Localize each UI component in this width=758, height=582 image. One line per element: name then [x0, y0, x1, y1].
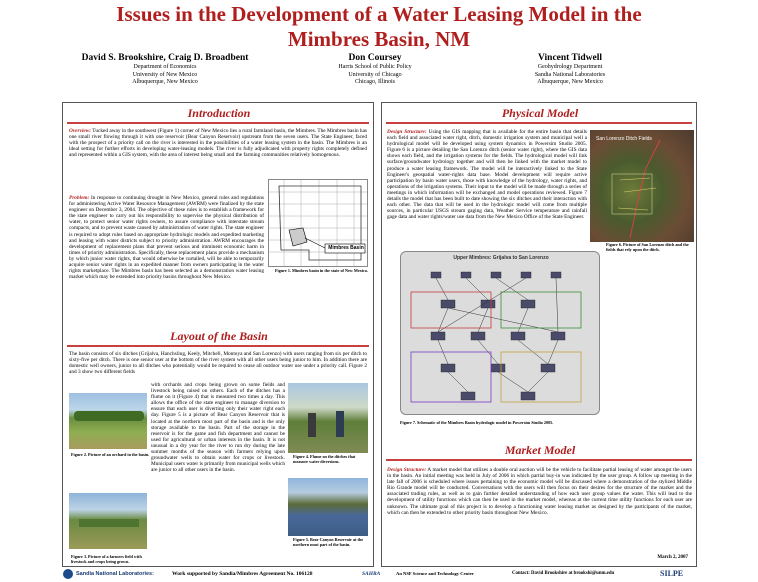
section-divider: [67, 122, 369, 124]
section-divider: [67, 345, 369, 347]
figure-7-caption: Figure 7. Schematic of the Mimbres Basin hydrologic model in Powersim Studio 2005.: [400, 420, 554, 425]
support-text: Work supported by Sandia/Mimbres Agreement No. 106128: [172, 571, 313, 577]
figure-5-caption: Figure 5. Bear Canyon Reservoir at the northern most part of the basin.: [293, 537, 364, 547]
sahra-logo: SAHRA: [362, 571, 381, 577]
problem-lead: Problem:: [69, 195, 90, 201]
gis-map-title: San Lorenzo Ditch Fields: [596, 136, 652, 142]
physical-lead: Design Structure:: [387, 129, 427, 135]
author-affil: Albuquerque, New Mexico: [132, 79, 198, 85]
reservoir-photo: [288, 478, 368, 536]
author-affil: Albuquerque, New Mexico: [537, 79, 603, 85]
layout-paragraph-mid: with orchards and crops being grown on some fields and livestock being raised on others. Each of the ditches has a flume on it (Figure 4) that is measured two times a day. This allows the office of the state engineer to manage diversion to ensure that each user is diverting only their water right each day. Figure 5 is a picture of Bear Canyon Reservoir that is located at the northern most part of the basin and is the only storage available to the basin. Part of the storage in the reservoir is for the game and fish department and cannot be used for agricultural or urban interests in the basin. It is not unusual in a dry year for the river to run dry during the late summer months of the season with farmers relying upon groundwater wells to obtain water for crops or livestock. Municipal users water is primarily from municipal wells which are junior to all other users in the basin.: [151, 382, 285, 474]
author-name: David S. Brookshire, Craig D. Broadbent: [81, 53, 249, 63]
author-affil: Sandia National Laboratories: [534, 71, 606, 78]
schematic-title: Upper Mimbres: Grijalva to San Lorenzo: [453, 255, 549, 261]
left-panel: [62, 102, 374, 567]
market-text: A market model that utilizes a double oral auction will be the vehicle to facilitate partial leasing of water amongst the users in the basin. An initial meeting was held in July of 2006 in which partial buy-in was indicated by the user group. A follow up meeting in the late fall of 2006 is scheduled where issues pertaining to the economic model will be discussed where a demonstration of the stylized Middle Rio Grande model will be conducted. Conversations with the users will then focus on their desires for the structure of the market and the associated trading rules, as well as to gain further detailed understanding of how each user group values the water. This will lead to the development of utility functions which can then be used in the market model, whereas at the current time utility functions for each user are unknown. The ultimate goal of this project is to develop a functioning water leasing market as designed by the participants of the market, which can then be extended to other priority basin throughout New Mexico.: [387, 467, 692, 516]
author-name: Vincent Tidwell: [538, 53, 602, 63]
author-affil: Geohydrology Department: [537, 64, 603, 70]
author-name: Don Coursey: [348, 53, 402, 63]
figure-1-caption: Figure 1. Mimbres basin in the state of New Mexico.: [275, 268, 369, 273]
author-affil: University of Chicago: [348, 71, 402, 78]
introduction-heading: Introduction: [187, 106, 251, 120]
map-graphic: [269, 180, 368, 267]
author-1: [70, 52, 260, 87]
gis-overlay: [590, 130, 694, 242]
author-affil: Chicago, Illinois: [355, 79, 395, 85]
footer-bar: [0, 566, 758, 582]
model-schematic: [400, 251, 600, 415]
overview-paragraph: [69, 128, 367, 158]
flume-photo: [288, 383, 368, 453]
figure-3-caption: Figure 3. Picture of a farmers field with livestock and crops being grown.: [71, 554, 142, 564]
physical-model-heading: Physical Model: [501, 106, 579, 120]
gis-aerial-photo: [590, 130, 694, 242]
poster-title: [0, 2, 758, 52]
physical-text: Using the GIS mapping that is available for the entire basin that details each field and associated water right, ditch, domestic irrigation system and municipal well a hydrological model will be developed using system dynamics in Powersim Studio 2005. Figure 6 is a picture detailing the San Lorenzo ditch (senior water right), where the GIS data shows each field, and the irrigation systems for the fields. The hydrological model will link surface/groundwater hydrology together and will then be linked with the market model to produce a water leasing framework. The model will be interactively linked to the State Engineer's geospatial water-rights data base. Model development will require active participation by basin water users, those with knowledge of the hydrology, water rights, and operations of the irrigation systems. Their input to the model will be made through a series of meetings in which information will be exchanged and model operations reviewed. Figure 7 details the model that has been built to date showing the six ditches and their interaction with each other. The data that will be used in the hydrologic model will come from multiple sources, in particular USGS stream gaging data, Weather Service temperature and rainfall gage data and water rights/water use data from the New Mexico Office of the State Engineer.: [387, 129, 587, 221]
figure-4-caption: Figure 4. Flume on the ditches that measure water diversions.: [293, 454, 356, 464]
figure-2-caption: Figure 2. Picture of an orchard in the basin.: [71, 452, 150, 457]
schematic-graphic: [401, 252, 600, 415]
silpe-logo: SILPE: [660, 569, 684, 578]
author-2: [285, 52, 465, 87]
layout-paragraph-top: The basin consists of six ditches (Grijalva, Hanchsling, Keely, Mitchell, Montoya and San Lorenzo) with users ranging from six per ditch to sixty-five per ditch. There is one senior user at the bottom of the river system with all other users being junior to him. In addition there are domestic well owners, junior to all ditches who potentially would be required to cease all outdoor water use under a priority call. Figure 2 and 3 show two different fields: [69, 351, 367, 376]
person-2: [336, 411, 344, 437]
authors-block: [0, 52, 758, 100]
overview-text: Tucked away in the southwest (Figure 1) corner of New Mexico lies a rural farmland basin, the Mimbres. The Mimbres basin has one small river flowing through it with one reservoir (Bear Canyon Reservoir) upstream from the seven users. The State Engineer, faced with the prospect of a priority call on the river is interested in the possibilities of a water leasing system in the basin. The Mimbres is an ideal setting for further efforts in developing water-leasing models. The river is fully adjudicated with property rights completely defined and represented within a GIS system, with the area of interest being small and the farming communities relatively homogenous.: [69, 128, 367, 159]
field-trees: [79, 519, 139, 527]
title-line-1: Issues in the Development of a Water Leasing Model in the: [116, 2, 642, 26]
poster-date: March 2, 2007: [657, 555, 688, 560]
sahra-text: An NSF Science and Technology Center: [396, 571, 474, 576]
sandia-label: Sandia National Laboratories:: [76, 571, 154, 577]
map-label: Mimbres Basin: [328, 245, 364, 251]
field-photo: [69, 493, 147, 549]
tree-row: [74, 411, 144, 421]
physical-paragraph: [387, 129, 587, 220]
author-affil: Department of Economics: [133, 64, 197, 70]
market-model-heading: Market Model: [504, 443, 576, 457]
contact-text: Contact: David Brookshire at brookshi@unm.edu: [512, 571, 615, 576]
author-affil: Harris School of Public Policy: [338, 64, 412, 70]
sandia-logo: [63, 569, 73, 579]
market-paragraph: [387, 467, 692, 516]
right-panel: [381, 102, 697, 567]
new-mexico-map: [268, 179, 368, 267]
layout-heading: Layout of the Basin: [170, 329, 268, 343]
person-1: [308, 413, 316, 437]
title-line-2: Mimbres Basin, NM: [287, 27, 471, 51]
figure-6-caption: Figure 6. Picture of San Lorenzo ditch and the fields that rely upon the ditch.: [606, 242, 689, 252]
section-divider: [386, 459, 692, 461]
problem-text: In response to continuing drought in New Mexico, general rules and regulations for administering Active Water Resource Management (AWRM) were finalized by the state engineer on December 3, 2004. The objective of these rules is to establish a framework for the state engineer to carry out his responsibility to supervise the physical distribution of water, to protect senior water rights owners, to assure compliance with interstate stream compacts, and to prevent waste caused by administration of water rights. The state engineer is required to adopt rules based on appropriate hydrologic models and expedited marketing and leasing with water districts subject to priority administration. AWRM encourages the development of replacement plans that prevent serious and imminent economic harm in times of priority administration. Specifically, these replacement plans provide a mechanism by which junior water rights, that would otherwise be curtailed, will be able to temporarily acquire senior water rights in an expedited manner from owners participating in the water rights marketplace. The Mimbres basin has been selected as a demonstration water leasing market which may be extended into priority basins throughout New Mexico.: [69, 195, 264, 281]
author-3: [490, 52, 650, 87]
author-affil: University of New Mexico: [132, 71, 198, 78]
problem-paragraph: [69, 195, 264, 280]
orchard-photo: [69, 393, 147, 449]
market-lead: Design Structure:: [387, 467, 427, 473]
overview-lead: Overview:: [69, 128, 92, 134]
section-divider: [386, 122, 692, 124]
